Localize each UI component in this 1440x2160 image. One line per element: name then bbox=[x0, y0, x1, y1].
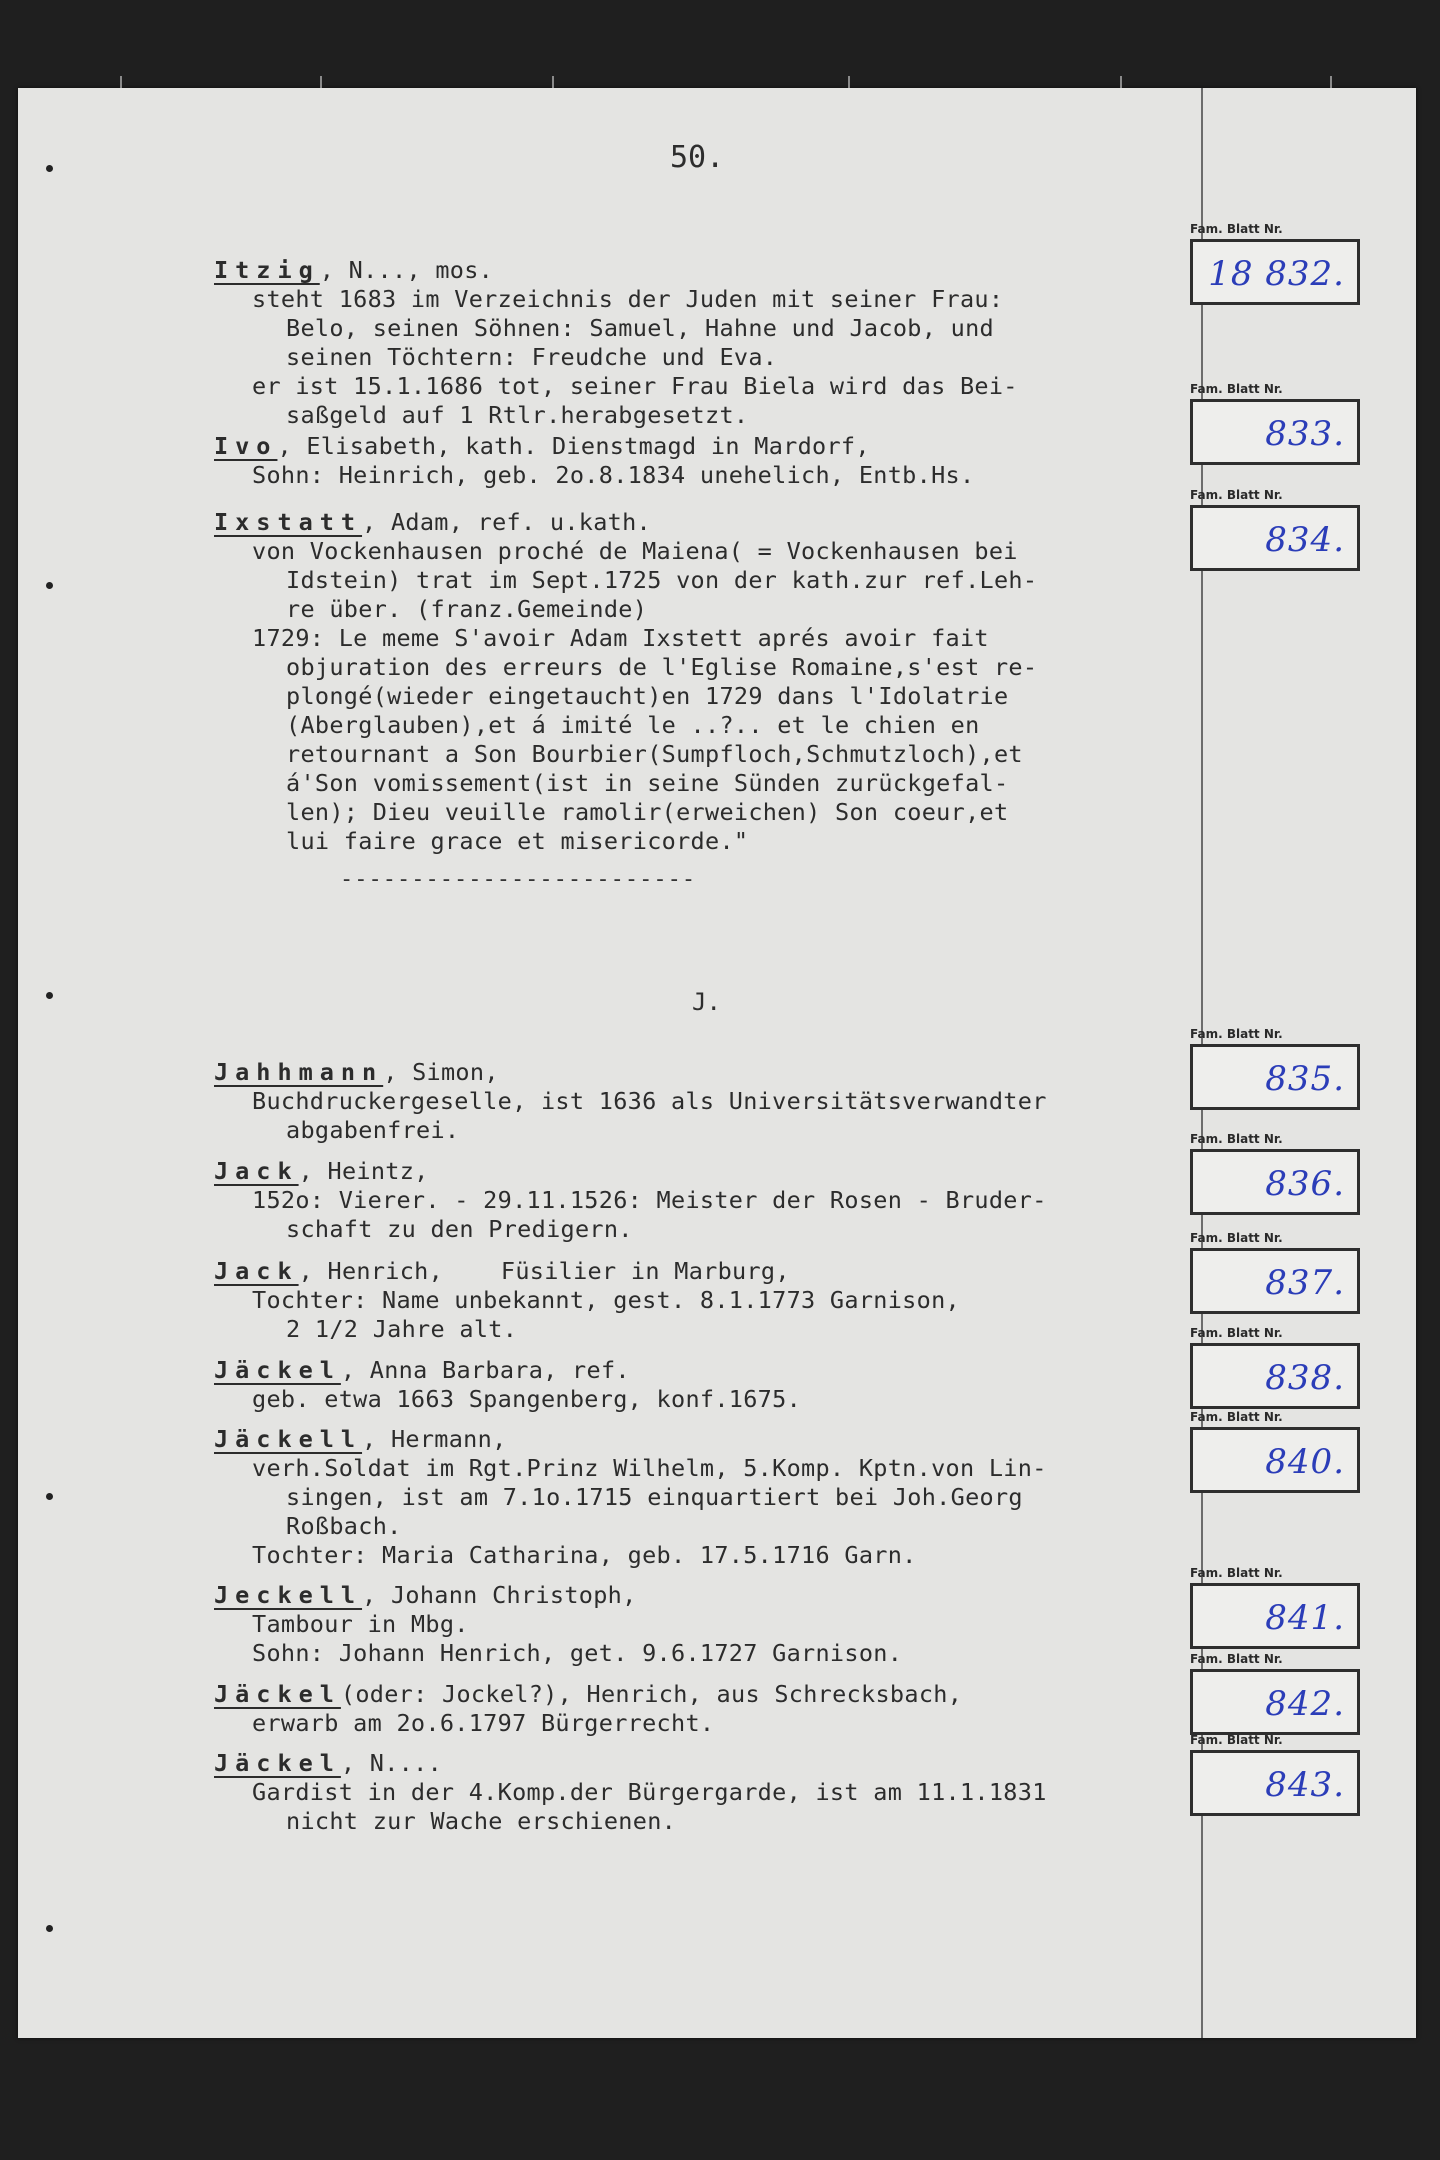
record-entry bbox=[214, 1257, 1194, 1344]
family-sheet-label: Fam. Blatt Nr. bbox=[1190, 1132, 1283, 1146]
family-sheet-box bbox=[1190, 239, 1360, 305]
entry-heading bbox=[214, 1680, 1194, 1709]
family-sheet-field bbox=[1190, 1027, 1360, 1110]
entry-heading bbox=[214, 1425, 1194, 1454]
record-entry bbox=[214, 256, 1194, 430]
scan-tick bbox=[1120, 76, 1122, 88]
punch-hole bbox=[46, 165, 53, 172]
entry-text-line: geb. etwa 1663 Spangenberg, konf.1675. bbox=[252, 1385, 802, 1413]
entry-heading-rest: , Anna Barbara, ref. bbox=[340, 1356, 630, 1384]
entry-text-line: (Aberglauben),et á imité le ..?.. et le chien en bbox=[286, 711, 980, 739]
family-sheet-label: Fam. Blatt Nr. bbox=[1190, 1027, 1283, 1041]
entry-text-line: Idstein) trat im Sept.1725 von der kath.zur ref.Leh- bbox=[286, 566, 1038, 594]
entry-text-line: Sohn: Heinrich, geb. 2o.8.1834 unehelich, Entb.Hs. bbox=[252, 461, 975, 489]
entry-heading-rest: (oder: Jockel?), Henrich, aus Schrecksbach, bbox=[340, 1680, 963, 1708]
entry-heading bbox=[214, 1749, 1194, 1778]
entry-heading bbox=[214, 432, 1194, 461]
entry-heading bbox=[214, 256, 1194, 285]
entry-heading-rest: , Simon, bbox=[383, 1058, 499, 1086]
entry-text-line: Buchdruckergeselle, ist 1636 als Universitätsverwandter bbox=[252, 1087, 1047, 1115]
record-entry bbox=[214, 1058, 1194, 1145]
family-sheet-box bbox=[1190, 399, 1360, 465]
surname: Jack bbox=[214, 1157, 299, 1185]
family-sheet-label: Fam. Blatt Nr. bbox=[1190, 1733, 1283, 1747]
surname: Jäckell bbox=[214, 1425, 363, 1453]
family-sheet-label: Fam. Blatt Nr. bbox=[1190, 1566, 1283, 1580]
entry-text-line: er ist 15.1.1686 tot, seiner Frau Biela wird das Bei- bbox=[252, 372, 1018, 400]
family-sheet-field bbox=[1190, 488, 1360, 571]
scan-tick bbox=[848, 76, 850, 88]
entry-text-line: nicht zur Wache erschienen. bbox=[286, 1807, 677, 1835]
family-sheet-field bbox=[1190, 1410, 1360, 1493]
record-entry bbox=[214, 1749, 1194, 1836]
family-sheet-label: Fam. Blatt Nr. bbox=[1190, 222, 1283, 236]
family-sheet-number: 842. bbox=[1265, 1684, 1345, 1724]
family-sheet-number: 838. bbox=[1265, 1358, 1345, 1398]
family-sheet-label: Fam. Blatt Nr. bbox=[1190, 1410, 1283, 1424]
entry-heading-rest: , Johann Christoph, bbox=[362, 1581, 637, 1609]
surname: Jack bbox=[214, 1257, 299, 1285]
family-sheet-box bbox=[1190, 505, 1360, 571]
scan-tick bbox=[120, 76, 122, 88]
entry-text-line: 2 1/2 Jahre alt. bbox=[286, 1315, 518, 1343]
entry-text-line: Roßbach. bbox=[286, 1512, 402, 1540]
family-sheet-number: 837. bbox=[1265, 1263, 1345, 1303]
entry-text-line: schaft zu den Predigern. bbox=[286, 1215, 633, 1243]
entry-heading bbox=[214, 1157, 1194, 1186]
scan-tick bbox=[1330, 76, 1332, 88]
family-sheet-field bbox=[1190, 1132, 1360, 1215]
family-sheet-field bbox=[1190, 1733, 1360, 1816]
entry-text-line: Tambour in Mbg. bbox=[252, 1610, 469, 1638]
family-sheet-box bbox=[1190, 1750, 1360, 1816]
scan-tick bbox=[552, 76, 554, 88]
entry-heading-rest: , Hermann, bbox=[362, 1425, 507, 1453]
family-sheet-field bbox=[1190, 1326, 1360, 1409]
record-entry bbox=[214, 1680, 1194, 1738]
entry-heading bbox=[214, 1257, 1194, 1286]
punch-hole bbox=[46, 1925, 53, 1932]
record-entry bbox=[214, 1581, 1194, 1668]
entry-heading bbox=[214, 1356, 1194, 1385]
entry-text-line: retournant a Son Bourbier(Sumpfloch,Schmutzloch),et bbox=[286, 740, 1023, 768]
entry-text-line: re über. (franz.Gemeinde) bbox=[286, 595, 648, 623]
surname: Ixstatt bbox=[214, 508, 363, 536]
entry-heading-rest: , Henrich, Füsilier in Marburg, bbox=[298, 1257, 790, 1285]
entry-text-line: seinen Töchtern: Freudche und Eva. bbox=[286, 343, 778, 371]
family-sheet-box bbox=[1190, 1427, 1360, 1493]
record-entry bbox=[214, 1157, 1194, 1244]
punch-hole bbox=[46, 992, 53, 999]
family-sheet-number: 843. bbox=[1265, 1765, 1345, 1805]
family-sheet-label: Fam. Blatt Nr. bbox=[1190, 1652, 1283, 1666]
entry-text-line: singen, ist am 7.1o.1715 einquartiert bei Joh.Georg bbox=[286, 1483, 1023, 1511]
entry-text-line: Tochter: Name unbekannt, gest. 8.1.1773 Garnison, bbox=[252, 1286, 960, 1314]
record-entry bbox=[214, 1425, 1194, 1570]
family-sheet-number: 835. bbox=[1265, 1059, 1345, 1099]
section-divider: ------------------------- bbox=[340, 867, 697, 892]
entry-text-line: saßgeld auf 1 Rtlr.herabgesetzt. bbox=[286, 401, 749, 429]
family-sheet-box bbox=[1190, 1149, 1360, 1215]
family-sheet-box bbox=[1190, 1248, 1360, 1314]
family-sheet-field bbox=[1190, 1231, 1360, 1314]
entry-heading-rest: , Elisabeth, kath. Dienstmagd in Mardorf, bbox=[277, 432, 870, 460]
record-entry bbox=[214, 1356, 1194, 1414]
entry-text-line: steht 1683 im Verzeichnis der Juden mit seiner Frau: bbox=[252, 285, 1004, 313]
family-sheet-number: 18 832. bbox=[1208, 254, 1345, 294]
surname: Jahhmann bbox=[214, 1058, 384, 1086]
entry-text-line: lui faire grace et misericorde." bbox=[286, 827, 749, 855]
surname: Jäckel bbox=[214, 1680, 341, 1708]
punch-hole bbox=[46, 582, 53, 589]
family-sheet-label: Fam. Blatt Nr. bbox=[1190, 382, 1283, 396]
entry-heading bbox=[214, 508, 1194, 537]
family-sheet-field bbox=[1190, 382, 1360, 465]
family-sheet-number: 836. bbox=[1265, 1164, 1345, 1204]
entry-text-line: erwarb am 2o.6.1797 Bürgerrecht. bbox=[252, 1709, 715, 1737]
entry-text-line: abgabenfrei. bbox=[286, 1116, 460, 1144]
family-sheet-box bbox=[1190, 1583, 1360, 1649]
surname: Itzig bbox=[214, 256, 320, 284]
entry-text-line: von Vockenhausen proché de Maiena( = Vockenhausen bei bbox=[252, 537, 1018, 565]
entry-text-line: 1729: Le meme S'avoir Adam Ixstett aprés avoir fait bbox=[252, 624, 989, 652]
entry-text-line: 152o: Vierer. - 29.11.1526: Meister der Rosen - Bruder- bbox=[252, 1186, 1047, 1214]
family-sheet-number: 840. bbox=[1265, 1442, 1345, 1482]
record-entry bbox=[214, 508, 1194, 856]
entry-text-line: Belo, seinen Söhnen: Samuel, Hahne und Jacob, und bbox=[286, 314, 994, 342]
entry-text-line: plongé(wieder eingetaucht)en 1729 dans l'Idolatrie bbox=[286, 682, 1009, 710]
punch-hole bbox=[46, 1493, 53, 1500]
entry-heading bbox=[214, 1058, 1194, 1087]
entry-text-line: á'Son vomissement(ist in seine Sünden zurückgefal- bbox=[286, 769, 1009, 797]
family-sheet-number: 833. bbox=[1265, 414, 1345, 454]
scan-tick bbox=[320, 76, 322, 88]
entry-text-line: Gardist in der 4.Komp.der Bürgergarde, ist am 11.1.1831 bbox=[252, 1778, 1047, 1806]
entry-heading-rest: , Adam, ref. u.kath. bbox=[362, 508, 652, 536]
surname: Jäckel bbox=[214, 1356, 341, 1384]
surname: Jäckel bbox=[214, 1749, 341, 1777]
family-sheet-box bbox=[1190, 1044, 1360, 1110]
surname: Ivo bbox=[214, 432, 278, 460]
family-sheet-number: 841. bbox=[1265, 1598, 1345, 1638]
entry-heading bbox=[214, 1581, 1194, 1610]
family-sheet-box bbox=[1190, 1669, 1360, 1735]
entry-text-line: Tochter: Maria Catharina, geb. 17.5.1716 Garn. bbox=[252, 1541, 917, 1569]
family-sheet-field bbox=[1190, 1652, 1360, 1735]
entry-heading-rest: , Heintz, bbox=[298, 1157, 429, 1185]
entry-text-line: verh.Soldat im Rgt.Prinz Wilhelm, 5.Komp. Kptn.von Lin- bbox=[252, 1454, 1047, 1482]
section-letter: J. bbox=[692, 988, 721, 1016]
family-sheet-box bbox=[1190, 1343, 1360, 1409]
family-sheet-field bbox=[1190, 1566, 1360, 1649]
family-sheet-label: Fam. Blatt Nr. bbox=[1190, 488, 1283, 502]
entry-text-line: Sohn: Johann Henrich, get. 9.6.1727 Garnison. bbox=[252, 1639, 903, 1667]
entry-text-line: objuration des erreurs de l'Eglise Romaine,s'est re- bbox=[286, 653, 1038, 681]
family-sheet-label: Fam. Blatt Nr. bbox=[1190, 1326, 1283, 1340]
family-sheet-label: Fam. Blatt Nr. bbox=[1190, 1231, 1283, 1245]
family-sheet-number: 834. bbox=[1265, 520, 1345, 560]
entry-heading-rest: , N..., mos. bbox=[319, 256, 494, 284]
record-entry bbox=[214, 432, 1194, 490]
page-number: 50. bbox=[670, 140, 725, 175]
entry-text-line: len); Dieu veuille ramolir(erweichen) Son coeur,et bbox=[286, 798, 1009, 826]
surname: Jeckell bbox=[214, 1581, 363, 1609]
entry-heading-rest: , N.... bbox=[340, 1749, 443, 1777]
family-sheet-field bbox=[1190, 222, 1360, 305]
